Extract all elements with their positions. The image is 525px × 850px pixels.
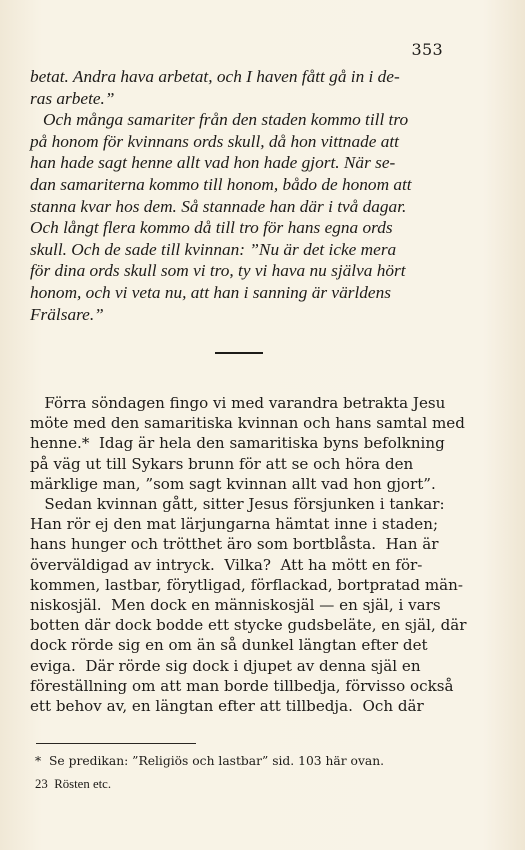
footnote-divider [36, 743, 196, 744]
quote-line: skull. Och de sade till kvinnan: ”Nu är det icke mera [30, 239, 397, 259]
body-line: hans hunger och trötthet äro som bortblåsta. Han är [30, 535, 439, 554]
body-line: botten där dock bodde ett stycke gudsbeläte, en själ, där [30, 616, 467, 635]
quote-line: Och långt flera kommo då till tro för hans egna ords [30, 218, 393, 238]
body-line: Han rör ej den mat lärjungarna hämtat inne i staden; [30, 515, 439, 534]
quote-line: ras arbete.” [30, 88, 115, 108]
quote-line: stanna kvar hos dem. Så stannade han där i två dagar. [30, 196, 407, 216]
body-line: niskosjäl. Men dock en människosjäl — en själ, i vars [30, 596, 441, 615]
quote-line: dan samariterna kommo till honom, bådo de honom att [30, 174, 412, 194]
body-line: eviga. Där rörde sig dock i djupet av denna själ en [30, 656, 421, 675]
body-line: på väg ut till Sykars brunn för att se och höra den [30, 454, 414, 473]
body-line: överväldigad av intryck. Vilka? Att ha mött en för- [30, 555, 423, 574]
quote-line: Frälsare.” [30, 304, 104, 324]
quotation-block [30, 66, 456, 325]
page-number: 353 [411, 40, 443, 59]
quote-line: betat. Andra hava arbetat, och I haven fått gå in i de- [30, 67, 400, 86]
body-line: möte med den samaritiska kvinnan och hans samtal med [30, 414, 465, 433]
body-line: kommen, lastbar, förytligad, förflackad, bortpratad män- [30, 575, 463, 594]
body-line: Förra söndagen fingo vi med varandra betrakta Jesu [30, 394, 446, 412]
body-line: märklige man, ”som sagt kvinnan allt vad hon gjort”. [30, 474, 436, 493]
body-line: Sedan kvinnan gått, sitter Jesus försjunken i tankar: [30, 495, 445, 514]
body-line: ett behov av, en längtan efter att tillbedja. Och där [30, 697, 424, 716]
quote-line: på honom för kvinnans ords skull, då hon vittnade att [30, 131, 399, 151]
footnote: * Se predikan: ”Religiös och lastbar” sid. 103 här ovan. [35, 754, 385, 768]
quote-line: honom, och vi veta nu, att han i sanning är världens [30, 282, 391, 302]
body-text [30, 393, 467, 716]
quote-line: han hade sagt henne allt vad hon hade gjort. När se- [30, 153, 396, 173]
body-line: dock rörde sig en om än så dunkel längtan efter det [30, 636, 428, 655]
quote-line: Och många samariter från den staden kommo till tro [30, 110, 409, 130]
body-line: henne.* Idag är hela den samaritiska byns befolkning [30, 434, 445, 453]
quote-line: för dina ords skull som vi tro, ty vi hava nu själva hört [30, 261, 406, 281]
body-line: föreställning om att man borde tillbedja, förvisso också [30, 676, 454, 695]
page-signature: 23 Rösten etc. [35, 777, 112, 791]
section-divider [215, 352, 263, 354]
